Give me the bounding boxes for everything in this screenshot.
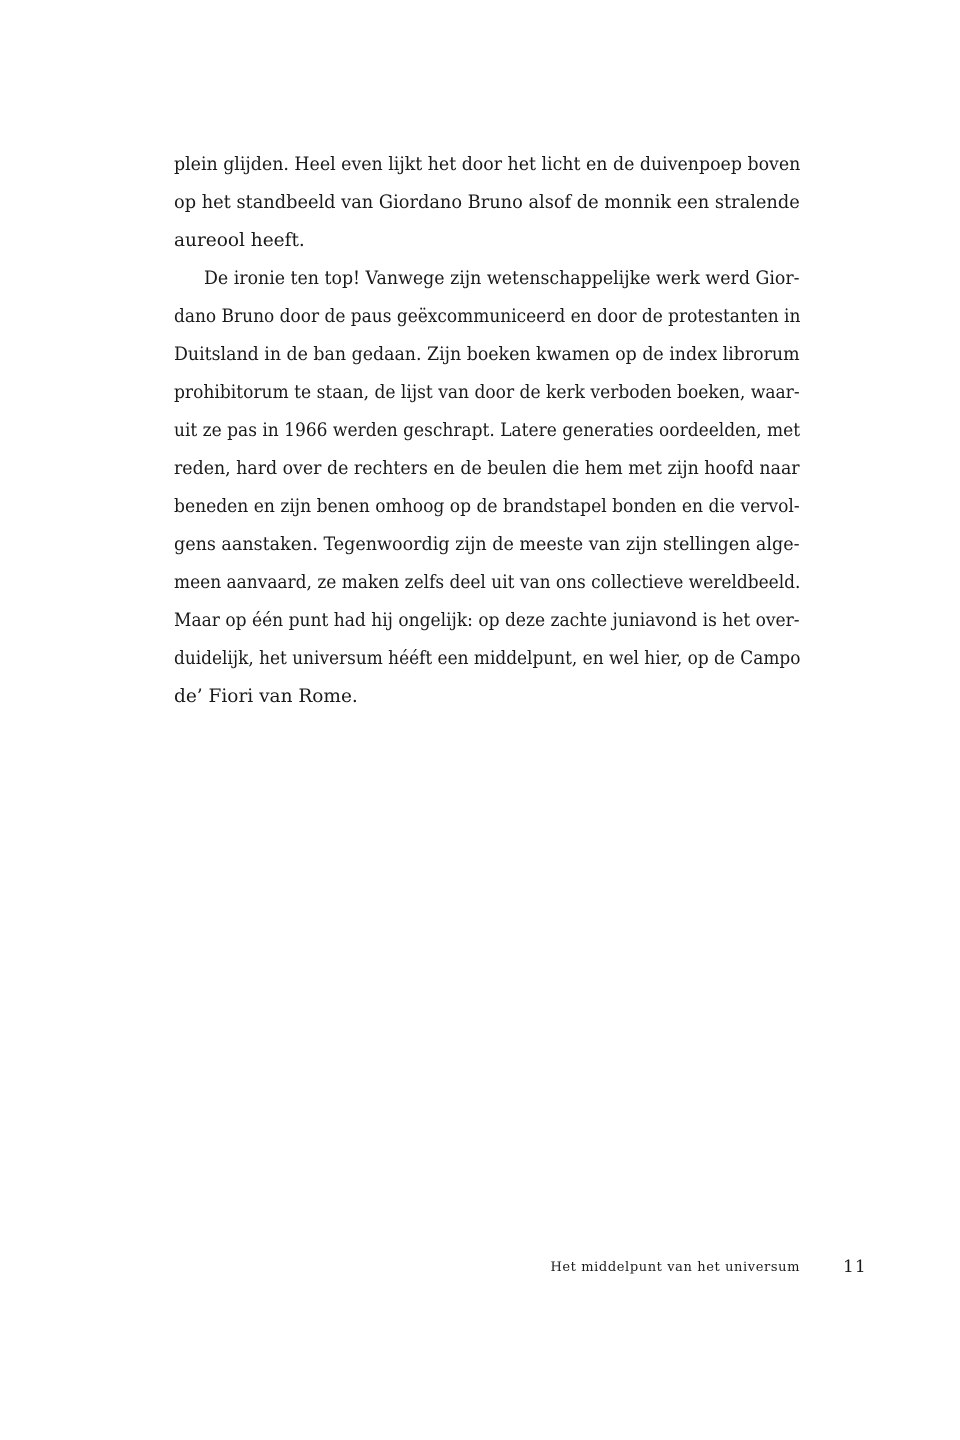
text-line: prohibitorum te staan, de lijst van door de kerk verboden boeken, waar-	[174, 382, 800, 403]
page-number: 11	[843, 1257, 867, 1277]
text-line: beneden en zijn benen omhoog op de brandstapel bonden en die vervol-	[174, 496, 800, 517]
running-title: Het middelpunt van het universum	[550, 1260, 800, 1275]
text-line: de’ Fiori van Rome.	[174, 686, 358, 707]
text-line: meen aanvaard, ze maken zelfs deel uit van ons collectieve wereldbeeld.	[174, 572, 801, 593]
text-line: reden, hard over de rechters en de beulen die hem met zijn hoofd naar	[174, 458, 800, 479]
text-line: duidelijk, het universum hééft een middelpunt, en wel hier, op de Campo	[174, 648, 801, 669]
text-line: gens aanstaken. Tegenwoordig zijn de meeste van zijn stellingen alge-	[174, 534, 800, 555]
text-line: uit ze pas in 1966 werden geschrapt. Latere generaties oordeelden, met	[174, 420, 801, 441]
text-line: op het standbeeld van Giordano Bruno alsof de monnik een stralende	[174, 192, 800, 213]
text-line: Duitsland in de ban gedaan. Zijn boeken kwamen op de index librorum	[174, 344, 800, 365]
text-line: Maar op één punt had hij ongelijk: op deze zachte juniavond is het over-	[174, 610, 800, 631]
text-line: dano Bruno door de paus geëxcommuniceerd en door de protestanten in	[174, 306, 801, 327]
text-line: plein glijden. Heel even lijkt het door het licht en de duivenpoep boven	[174, 154, 801, 175]
text-line: aureool heeft.	[174, 230, 305, 251]
paragraph-first-line: De ironie ten top! Vanwege zijn wetenschappelijke werk werd Gior-	[204, 268, 800, 289]
